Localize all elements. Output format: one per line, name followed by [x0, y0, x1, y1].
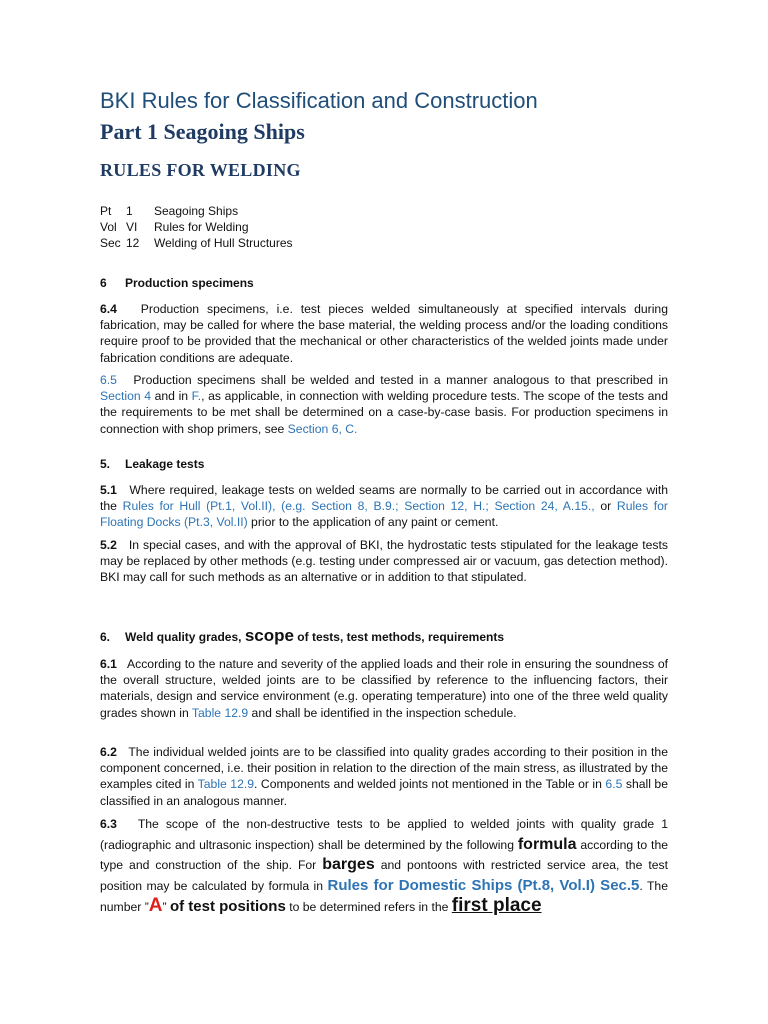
link-table-12-9[interactable]: Table 12.9	[197, 777, 255, 792]
barges-word: barges	[322, 856, 375, 874]
paragraph-6-4: 6.4 Production specimens, i.e. test pieces welded simultaneously at specified intervals during fabrication, may be called for where the base material, the welding process and/or the loading conditions require proof to be provided that the mechanical or other characteristics of the welded joints made under fabrication conditions are adequate.	[100, 302, 668, 365]
test-positions-phrase: of test positions	[169, 898, 286, 916]
heading-production-specimens: 6 Production specimens	[100, 276, 254, 290]
paragraph-5-1: 5.1 Where required, leakage tests on welded seams are normally to be carried out in accordance with the Rules for Hull (Pt.1, Vol.II), (e.g. Section 8, B.9.; Section 12, H.; Section 24, A.15., or Rules for Floating Docks (Pt.3, Vol.II) prior to the application of any paint or cement.	[100, 483, 668, 530]
heading-weld-quality: 6. Weld quality grades, scope of tests, test methods, requirements	[100, 626, 504, 645]
document-title: BKI Rules for Classification and Construction	[100, 88, 538, 113]
heading-leakage-tests: 5. Leakage tests	[100, 457, 205, 471]
meta-sec: Sec 12 Welding of Hull Structures	[100, 236, 293, 250]
paragraph-6-3: 6.3 The scope of the non-destructive tests to be applied to welded joints with quality grade 1 (radiographic and ultrasonic inspection) shall be determined by the following formula according to the type and construction of the ship. For barges and pontoons with restricted service area, the test position may be calculated by formula in Rules for Domestic Ships (Pt.8, Vol.I) Sec.5. The number ”A” of test positions to be determined refers in the first place	[100, 817, 668, 917]
paragraph-6-5: 6.5 Production specimens shall be welded and tested in a manner analogous to that prescribed in Section 4 and in F., as applicable, in connection with welding procedure tests. The scope of the tests and the requirements to be met shall be determined on a case-by-case basis. For production specimens in connection with shop primers, see Section 6, C.	[100, 373, 668, 436]
link-f[interactable]: F.	[191, 389, 202, 404]
link-section-6-c[interactable]: Section 6, C.	[287, 421, 358, 436]
link-6-5[interactable]: 6.5	[605, 777, 623, 792]
part-title: Part 1 Seagoing Ships	[100, 119, 305, 144]
link-rules-domestic-ships[interactable]: Rules for Domestic Ships (Pt.8, Vol.I) Sec.5	[327, 876, 640, 894]
meta-pt: Pt 1 Seagoing Ships	[100, 204, 239, 218]
paragraph-number-link[interactable]: 6.5	[100, 373, 117, 387]
link-table-12-9[interactable]: Table 12.9	[191, 705, 249, 720]
meta-vol: Vol VI Rules for Welding	[100, 220, 249, 234]
paragraph-5-2: 5.2 In special cases, and with the approval of BKI, the hydrostatic tests stipulated for the leakage tests may be replaced by other methods (e.g. testing under compressed air or vacuum, gas detection method). BKI may call for such methods as an alternative or in addition to that stipulated.	[100, 538, 668, 585]
paragraph-number: 6.4	[100, 302, 117, 316]
first-place-phrase: first place	[451, 895, 542, 917]
paragraph-6-2: 6.2 The individual welded joints are to be classified into quality grades according to their position in the component concerned, i.e. their position in relation to the direction of the main stress, as illustrated by the examples cited in Table 12.9. Components and welded joints not mentioned in the Table or in 6.5 shall be classified in an analogous manner.	[100, 745, 668, 808]
link-section-4[interactable]: Section 4	[100, 389, 152, 404]
formula-word: formula	[517, 835, 577, 853]
letter-a: A	[148, 895, 163, 917]
paragraph-6-1: 6.1 According to the nature and severity of the applied loads and their role in ensuring the soundness of the overall structure, welded joints are to be classified by reference to the influencing factors, their materials, design and service environment (e.g. operating temperature) into one of the three weld quality grades shown in Table 12.9 and shall be identified in the inspection schedule.	[100, 657, 668, 720]
link-rules-floating-docks[interactable]: Rules for Floating Docks (Pt.3, Vol.II)	[100, 499, 668, 530]
link-rules-for-hull[interactable]: Rules for Hull (Pt.1, Vol.II), (e.g. Section 8, B.9.; Section 12, H.; Section 24, A.15.,	[122, 499, 595, 514]
rules-title: RULES FOR WELDING	[100, 160, 301, 180]
